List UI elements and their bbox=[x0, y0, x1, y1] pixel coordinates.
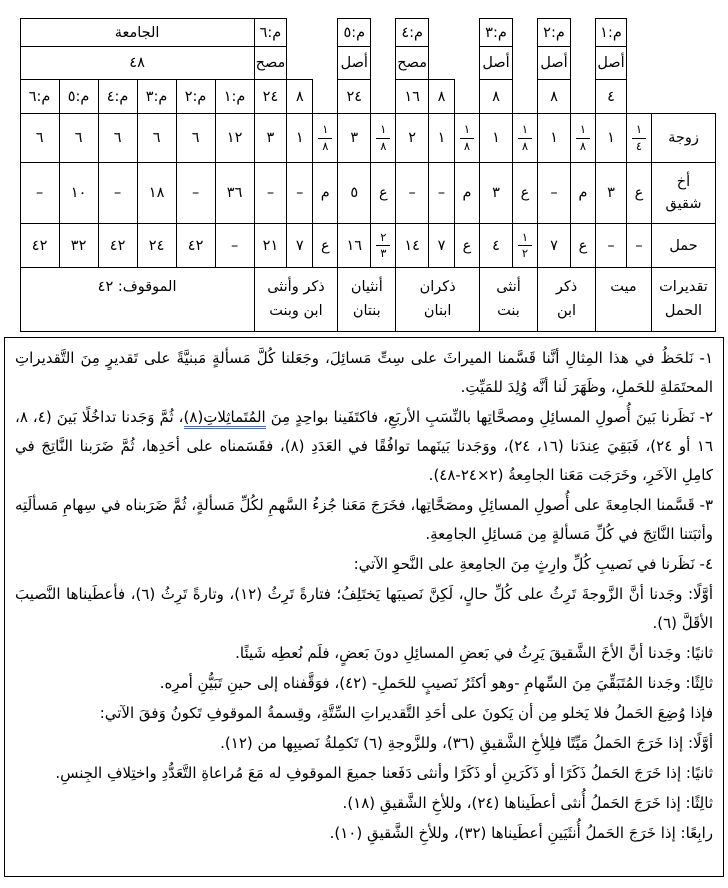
value-cell: ٨ bbox=[538, 80, 571, 114]
note-third-finding bbox=[15, 669, 713, 698]
value-cell: – bbox=[596, 224, 627, 268]
value-cell: ١ bbox=[429, 114, 455, 163]
value-cell: ٨ bbox=[480, 80, 513, 114]
fraction-cell bbox=[571, 114, 596, 163]
value-cell: ٦ bbox=[98, 114, 137, 163]
value-cell: ٦ bbox=[176, 114, 215, 163]
grammar-underlined-text: المُتَماثِلاتِ(٨) bbox=[184, 408, 266, 429]
case-4-kind: مصح bbox=[396, 47, 429, 80]
value-cell: ع bbox=[371, 163, 396, 224]
case-4-name: م:٤ bbox=[396, 19, 429, 47]
value-cell: ٣ bbox=[254, 114, 287, 163]
note-division-intro bbox=[15, 699, 713, 728]
estimate-dead: ميت bbox=[596, 268, 652, 332]
fraction: $\frac{١}{٨}$ bbox=[460, 123, 474, 152]
value-cell: – bbox=[287, 163, 313, 224]
value-cell: م:٤ bbox=[98, 80, 137, 114]
empty-header-gap bbox=[627, 80, 652, 114]
estimates-row-label: تقديرات الحمل bbox=[652, 268, 716, 332]
note-text: ، ثُمَّ وَجَدنا تداخُلًا بَينَ (٤، ٨، ١٦ أو ٢٤)، فَبَقِيَ عِندَنا (١٦، ٢٤)، ووَجَدنا بَينَهما توافُقًا في العَدَدِ (٨)، فقَسَمناه على أحَدِها، ثُمَّ ضَرَبنا النَّاتِجَ في كامِلِ الآخَرِ، وخَرَجَت مَعَنا الجامِعةُ (٢×٢٤-٤٨). bbox=[15, 408, 714, 484]
fraction-cell bbox=[371, 224, 396, 268]
note-text: ثانيًا: إذا خَرَجَ الحَملُ ذَكَرًا أو ذَكَرَينِ أو ذَكَرًا وأنثى دَفَعنا جميعَ الموقوفِ له مَعَ مُراعاةِ التَّعَدُّدِ واختِلافِ الجِنسِ. bbox=[55, 764, 713, 782]
value-cell: – bbox=[254, 163, 287, 224]
fraction: $\frac{١}{٢}$ bbox=[518, 231, 532, 260]
value-cell: م bbox=[571, 163, 596, 224]
note-text: أوَّلًا: إذا خَرَجَ الحَملُ مَيِّتًا فلِلأخِ الشَّقيقِ (٣٦)، وللزَّوجةِ (٦) تَكمِلةُ نَصيبِها من (١٢). bbox=[220, 734, 713, 752]
value-cell: ٦ bbox=[20, 114, 59, 163]
case-1-kind: أصل bbox=[596, 47, 627, 80]
value-cell: م:٥ bbox=[59, 80, 98, 114]
value-cell: – bbox=[627, 224, 652, 268]
value-cell: – bbox=[176, 163, 215, 224]
note-first-finding bbox=[15, 580, 713, 638]
value-cell: ١ bbox=[538, 114, 571, 163]
value-cell: ع bbox=[513, 163, 538, 224]
note-second-finding bbox=[15, 639, 713, 668]
jamia-title: الجامعة bbox=[20, 19, 254, 47]
header-kind-row bbox=[20, 47, 715, 80]
value-cell: – bbox=[429, 163, 455, 224]
fraction: $\frac{١}{٨}$ bbox=[576, 123, 590, 152]
full-brother-row bbox=[20, 163, 715, 224]
note-text: ثانيًا: وجَدنا أنَّ الأخَ الشَّقيقَ يَرِثُ في بَعضِ المسائِلِ دونَ بَعضٍ، فلَم نُعطِه شَيئًا. bbox=[235, 644, 713, 662]
fraction-cell bbox=[455, 114, 480, 163]
estimate-one-daughter: أنثى بنت bbox=[480, 268, 538, 332]
value-cell: – bbox=[20, 163, 59, 224]
note-paragraph-2 bbox=[15, 403, 713, 490]
fraction-cell bbox=[371, 114, 396, 163]
value-cell: ١ bbox=[287, 114, 313, 163]
value-cell: ٣ bbox=[338, 114, 371, 163]
value-cell: ١٦ bbox=[338, 224, 371, 268]
fraction: $\frac{١}{٤}$ bbox=[632, 123, 646, 152]
fraction: $\frac{١}{٨}$ bbox=[318, 123, 332, 152]
value-cell: ٧ bbox=[287, 224, 313, 268]
note-text: فإذا وُضِعَ الحَملُ فلا يَخلو مِن أن يَكونَ على أحَدِ التَّقديراتِ السِّتَّةِ، وقِسمةُ الموقوفِ تَكونُ وَفقَ الآتي: bbox=[99, 704, 713, 722]
case-5-kind: أصل bbox=[338, 47, 371, 80]
full-brother-row-label: أخ شقيق bbox=[652, 163, 716, 224]
note-case-female bbox=[15, 789, 713, 818]
value-cell: ع bbox=[571, 224, 596, 268]
value-cell: ٢٤ bbox=[137, 224, 176, 268]
value-cell: ٧ bbox=[538, 224, 571, 268]
value-cell: – bbox=[98, 163, 137, 224]
empty-header-gap bbox=[313, 80, 338, 114]
empty-header-gap bbox=[571, 80, 596, 114]
value-cell: – bbox=[538, 163, 571, 224]
value-cell: ٥ bbox=[338, 163, 371, 224]
note-text: ثالِثًا: وجَدنا المُتَبَقِّيَ مِنَ السِّهامِ -وهو أكثَرُ نَصيبٍ للحَملِ- (٤٢)، فوَقَّفناه إلى حينِ تَبَيُّنِ أمرِه. bbox=[159, 674, 713, 692]
empty-header-gap bbox=[455, 80, 480, 114]
note-text: ٣- قَسَّمنا الجامِعةَ على أُصولِ المسائِلِ ومصَحَّاتِها، فخَرَجَ مَعَنا جُزءُ السَّهمِ لكُلِّ مَسألةٍ، ثُمَّ ضَرَبناه في سِهامِ مَسألَتِه وأثبَتنا النَّاتِجَ في كُلِّ مَسألةٍ مِن مَسائِلِ الجامِعةِ. bbox=[15, 496, 713, 543]
value-cell: ٤ bbox=[596, 80, 627, 114]
value-cell: ٨ bbox=[287, 80, 313, 114]
value-cell: ٦ bbox=[59, 114, 98, 163]
value-cell: م:٣ bbox=[137, 80, 176, 114]
reserved-amount-cell: الموقوف: ٤٢ bbox=[20, 268, 254, 332]
note-paragraph-4 bbox=[15, 550, 713, 579]
header-case-names-row bbox=[20, 19, 715, 47]
value-cell: ١٠ bbox=[59, 163, 98, 224]
note-case-male bbox=[15, 759, 713, 788]
fetus-row bbox=[20, 224, 715, 268]
case-6-kind: مصح bbox=[254, 47, 287, 80]
fraction: $\frac{٢}{٣}$ bbox=[376, 231, 390, 260]
empty-header-gap bbox=[513, 80, 538, 114]
value-cell: ٤٢ bbox=[98, 224, 137, 268]
inheritance-table bbox=[20, 18, 716, 332]
value-cell: م:٢ bbox=[176, 80, 215, 114]
fraction-cell bbox=[313, 114, 338, 163]
value-cell: ٤ bbox=[480, 224, 513, 268]
note-paragraph-1 bbox=[15, 344, 713, 402]
value-cell: ع bbox=[455, 224, 480, 268]
jamia-total: ٤٨ bbox=[20, 47, 254, 80]
note-text: أوَّلًا: وجَدنا أنَّ الزَّوجةَ تَرِثُ على كُلِّ حالٍ، لَكِنَّ نَصيبَها يَختَلِفُ؛ فتارةً تَرِثُ (١٢)، وتارةً تَرِثُ (٦)، فأعطَيناها النَّصيبَ الأقَلَّ (٦). bbox=[15, 585, 713, 632]
value-cell: ٤٢ bbox=[176, 224, 215, 268]
estimate-two-daughters: أنثيان بنتان bbox=[338, 268, 396, 332]
value-cell: م bbox=[313, 163, 338, 224]
value-cell: ١٨ bbox=[137, 163, 176, 224]
value-cell: ٣٦ bbox=[215, 163, 254, 224]
value-cell: ٣٢ bbox=[59, 224, 98, 268]
inheritance-table-section bbox=[0, 0, 728, 332]
value-cell: ٣ bbox=[480, 163, 513, 224]
fraction: $\frac{١}{٨}$ bbox=[518, 123, 532, 152]
value-cell: ٣ bbox=[596, 163, 627, 224]
value-cell: – bbox=[215, 224, 254, 268]
value-cell: ٢٤ bbox=[254, 80, 287, 114]
estimate-two-sons: ذكران ابنان bbox=[396, 268, 480, 332]
fraction-cell bbox=[513, 114, 538, 163]
fraction: $\frac{١}{٨}$ bbox=[376, 123, 390, 152]
value-cell: – bbox=[396, 163, 429, 224]
value-cell: ٨ bbox=[429, 80, 455, 114]
value-cell: م:٦ bbox=[20, 80, 59, 114]
case-3-kind: أصل bbox=[480, 47, 513, 80]
value-cell: ١٦ bbox=[396, 80, 429, 114]
note-paragraph-3 bbox=[15, 491, 713, 549]
note-case-two-females bbox=[15, 819, 713, 848]
value-cell: ٢١ bbox=[254, 224, 287, 268]
fraction-cell bbox=[513, 224, 538, 268]
value-cell: م:١ bbox=[215, 80, 254, 114]
empty-header-gap bbox=[371, 80, 396, 114]
case-1-name: م:١ bbox=[596, 19, 627, 47]
note-text: ١- نَلحَظُ في هذا المِثالِ أنَّنا قَسَّمنا الميراثَ على سِتِّ مَسائِلَ، وجَعَلنا كُلَّ مَسألةٍ مَبنيَّةً على تَقديرٍ مِنَ التَّقديراتِ المحتَمَلةِ للحَملِ، وظَهَرَ لَنا أنَّه وُلِدَ للمَيِّتِ. bbox=[15, 349, 713, 396]
fetus-estimates-row bbox=[20, 268, 715, 332]
value-cell: ع bbox=[313, 224, 338, 268]
value-cell: م bbox=[455, 163, 480, 224]
value-cell: ٧ bbox=[429, 224, 455, 268]
note-text: ٤- نَظَرنا في نَصيبِ كُلِّ وارِثٍ مِنَ الجامِعةِ على النَّحوِ الآتي: bbox=[353, 555, 713, 573]
value-cell: ٤٢ bbox=[20, 224, 59, 268]
value-cell: ١ bbox=[480, 114, 513, 163]
header-base-numbers-row bbox=[20, 80, 715, 114]
case-5-name: م:٥ bbox=[338, 19, 371, 47]
value-cell: ١٢ bbox=[215, 114, 254, 163]
case-2-kind: أصل bbox=[538, 47, 571, 80]
estimate-son-and-daughter: ذكر وأنثى ابن وبنت bbox=[254, 268, 338, 332]
case-6-name: م:٦ bbox=[254, 19, 287, 47]
wife-row-label: زوجة bbox=[652, 114, 716, 163]
fraction-cell bbox=[627, 114, 652, 163]
value-cell: ع bbox=[627, 163, 652, 224]
value-cell: ٢ bbox=[396, 114, 429, 163]
note-text: رابِعًا: إذا خَرَجَ الحَملُ أُنثَيَينِ أعطَيناها (٣٢)، وللأخِ الشَّقيقِ (١٠). bbox=[329, 824, 713, 842]
note-case-dead bbox=[15, 729, 713, 758]
wife-row bbox=[20, 114, 715, 163]
value-cell: ١٤ bbox=[396, 224, 429, 268]
value-cell: ١ bbox=[596, 114, 627, 163]
empty-header-gap bbox=[652, 80, 716, 114]
explanation-notes-box bbox=[4, 337, 724, 877]
estimate-one-son: ذكر ابن bbox=[538, 268, 596, 332]
value-cell: ٦ bbox=[137, 114, 176, 163]
case-2-name: م:٢ bbox=[538, 19, 571, 47]
note-text: ٢- نَظَرنا بَينَ أُصولِ المسائِلِ ومصحَّاتِها بالنِّسَبِ الأربَعِ، فاكتَفَينا بواحِدٍ مِنَ bbox=[265, 408, 714, 426]
value-cell: ٢٤ bbox=[338, 80, 371, 114]
fetus-row-label: حمل bbox=[652, 224, 716, 268]
note-text: ثالِثًا: إذا خَرَجَ الحَملُ أُنثى أعطَيناها (٢٤)، وللأخِ الشَّقيقِ (١٨). bbox=[342, 794, 713, 812]
case-3-name: م:٣ bbox=[480, 19, 513, 47]
